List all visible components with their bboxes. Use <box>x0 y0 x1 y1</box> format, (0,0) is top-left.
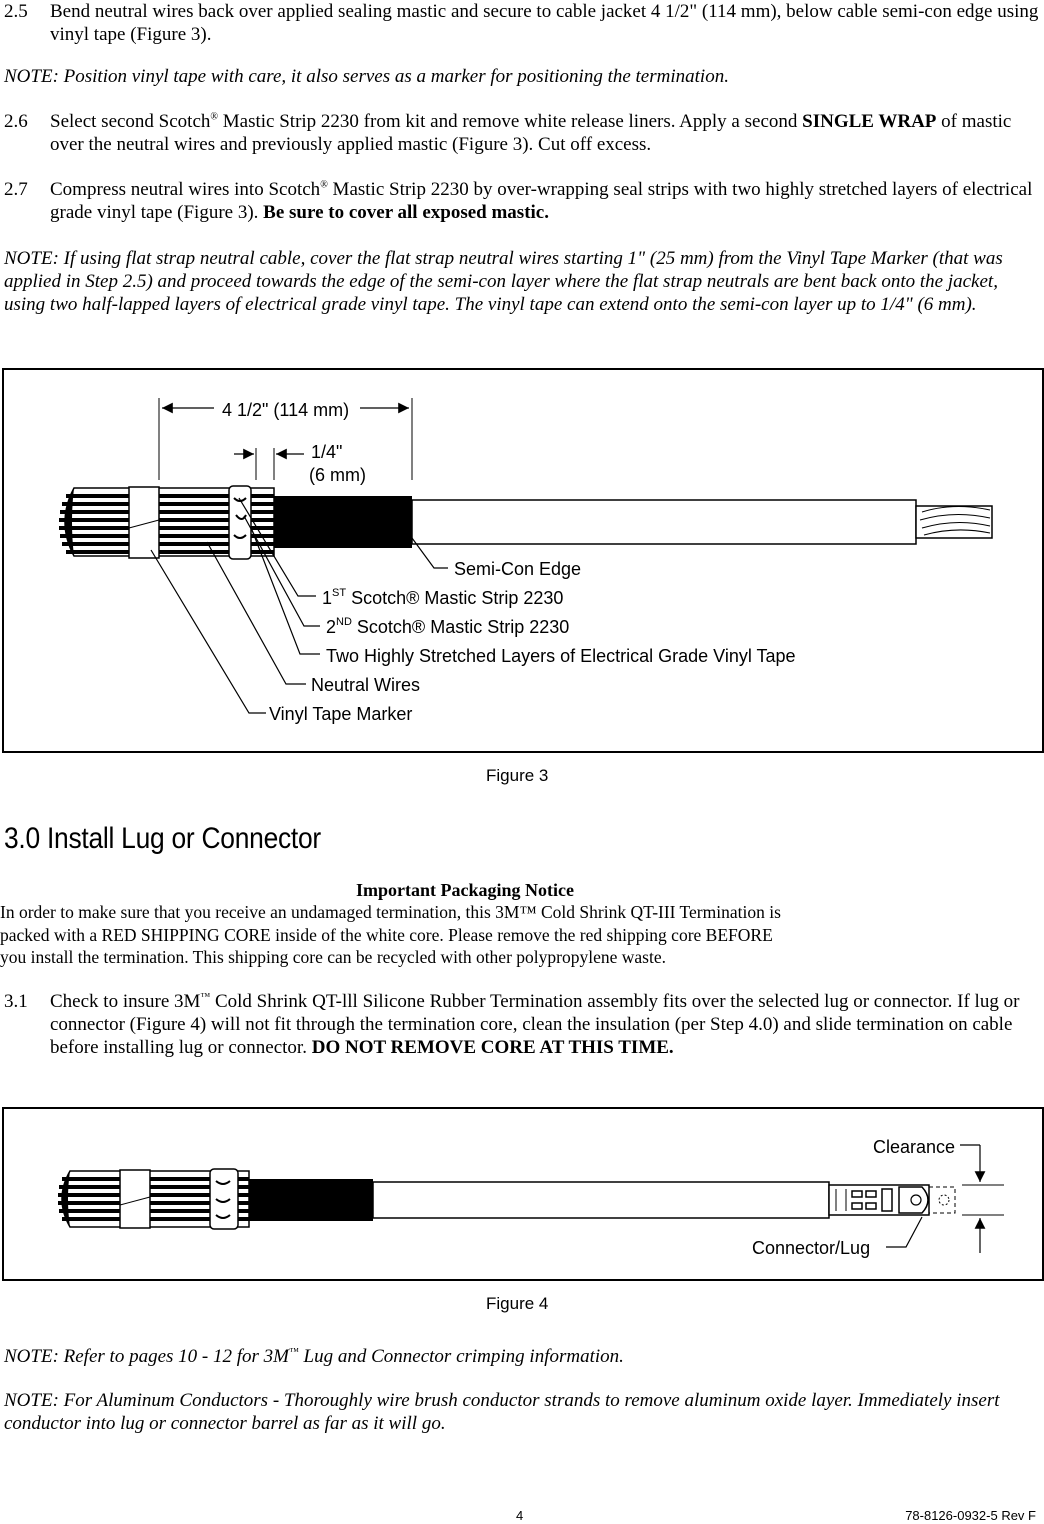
semi-con-layer <box>249 1179 373 1221</box>
note-aluminum-conductors: NOTE: For Aluminum Conductors - Thoroughly wire brush conductor strands to remove aluminum oxide layer. Immediately insert conductor into lug or connector barrel as far as it will go. <box>4 1390 1000 1434</box>
document-id: 78-8126-0932-5 Rev F <box>905 1508 1036 1523</box>
mastic-strip-wrap <box>210 1169 238 1229</box>
step-text-mid: Mastic Strip 2230 from kit and remove white release liners. Apply a second <box>218 111 803 132</box>
leader-neutral-wires <box>207 542 306 684</box>
step-2-6 <box>4 110 1040 156</box>
dimension-long-label: 4 1/2" (114 mm) <box>222 400 350 420</box>
label-neutral-wires: Neutral Wires <box>311 675 421 695</box>
figure-4-diagram <box>4 1109 1042 1279</box>
label-clearance: Clearance <box>873 1137 956 1157</box>
packaging-notice-body <box>0 901 950 969</box>
notice-line: packed with a RED SHIPPING CORE inside of the white core. Please remove the red shipping core BEFORE <box>0 924 773 945</box>
step-text-mid: Mastic Strip 2230 by over-wrapping seal strips with two highly stretched layers of electrical grade vinyl tape (Figure 3). <box>50 179 1033 223</box>
note-crimping-info <box>4 1345 1040 1368</box>
figure-4-box <box>2 1107 1044 1281</box>
notice-line: you install the termination. This shipping core can be recycled with other polypropylene waste. <box>0 947 666 967</box>
step-text-bold: SINGLE WRAP <box>802 111 937 132</box>
label-vinyl-tape-layers: Two Highly Stretched Layers of Electrical Grade Vinyl Tape <box>326 646 796 666</box>
dimension-short-label: 1/4" <box>311 442 343 462</box>
page-number: 4 <box>516 1508 524 1523</box>
label-second-mastic: 2ND Scotch® Mastic Strip 2230 <box>326 616 570 637</box>
note-flat-strap-neutral: NOTE: If using flat strap neutral cable, cover the flat strap neutral wires starting 1" (25 mm) from the Vinyl Tape Marker (that was applied in Step 2.5) and proceed towards the edge of the semi-con layer where the flat strap neutrals are bent back onto the jacket, using two half-lapped layers of electrical grade vinyl tape. The vinyl tape can extend onto the semi-con layer up to 1/4" (6 mm). <box>4 248 1003 315</box>
step-text-pre: Select second Scotch <box>50 111 211 132</box>
step-number: 2.6 <box>4 111 28 132</box>
figure-3-caption: Figure 3 <box>486 766 549 785</box>
step-text-post: of mastic over the neutral wires and previously applied mastic (Figure 3). Cut off excess. <box>50 111 1012 155</box>
dimension-short-metric: (6 mm) <box>309 465 366 485</box>
vinyl-tape-marker <box>129 487 159 558</box>
step-number: 2.7 <box>4 179 28 200</box>
connector-lug <box>829 1185 955 1215</box>
leader-marker <box>151 550 266 713</box>
section-heading: 3.0 Install Lug or Connector <box>4 822 321 855</box>
figure-4-caption: Figure 4 <box>486 1294 549 1313</box>
registered-mark: ® <box>210 111 219 123</box>
leader-connector <box>886 1217 922 1247</box>
semi-con-layer <box>274 496 412 548</box>
note-text-post: Lug and Connector crimping information. <box>298 1346 624 1367</box>
step-text-mid: Cold Shrink QT-lll Silicone Rubber Termination assembly fits over the selected lug or connector. If lug or connector (Figure 4) will not fit through the termination core, clean the insulation (per Step 4.0) and slide termination on cable before installing lug or connector. <box>50 991 1020 1058</box>
trademark: ™ <box>200 991 211 1003</box>
step-3-1 <box>4 990 1040 1059</box>
vinyl-tape-marker <box>120 1170 150 1228</box>
label-semi-con-edge: Semi-Con Edge <box>454 559 582 579</box>
step-text: Bend neutral wires back over applied sealing mastic and secure to cable jacket 4 1/2" (114 mm), below cable semi-con edge using vinyl tape (Figure 3). <box>50 1 1039 45</box>
step-number: 2.5 <box>4 1 28 22</box>
step-text-pre: Check to insure 3M <box>50 991 201 1012</box>
note-vinyl-tape-marker: NOTE: Position vinyl tape with care, it also serves as a marker for positioning the termination. <box>4 66 729 87</box>
note-text-pre: NOTE: Refer to pages 10 - 12 for 3M <box>4 1346 289 1367</box>
figure-3-box <box>2 368 1044 753</box>
label-vinyl-tape-marker: Vinyl Tape Marker <box>269 704 413 724</box>
step-text-bold: Be sure to cover all exposed mastic. <box>263 202 549 223</box>
registered-mark: ® <box>320 179 328 191</box>
step-2-7 <box>4 178 1040 224</box>
step-number: 3.1 <box>4 991 28 1012</box>
step-2-5 <box>4 0 1040 46</box>
conductor-strands <box>916 506 992 538</box>
label-first-mastic: 1ST Scotch® Mastic Strip 2230 <box>322 587 564 608</box>
trademark: ™ <box>288 1346 299 1358</box>
notice-line: In order to make sure that you receive an undamaged termination, this 3M™ Cold Shrink QT-III Termination is <box>0 902 781 922</box>
step-text-bold: DO NOT REMOVE CORE AT THIS TIME. <box>311 1037 674 1058</box>
cable-insulation <box>412 500 916 544</box>
cable-insulation <box>373 1182 829 1218</box>
packaging-notice-title: Important Packaging Notice <box>356 880 574 900</box>
label-connector-lug: Connector/Lug <box>752 1238 871 1258</box>
step-text-pre: Compress neutral wires into Scotch <box>50 179 321 200</box>
figure-3-diagram <box>4 370 1042 751</box>
